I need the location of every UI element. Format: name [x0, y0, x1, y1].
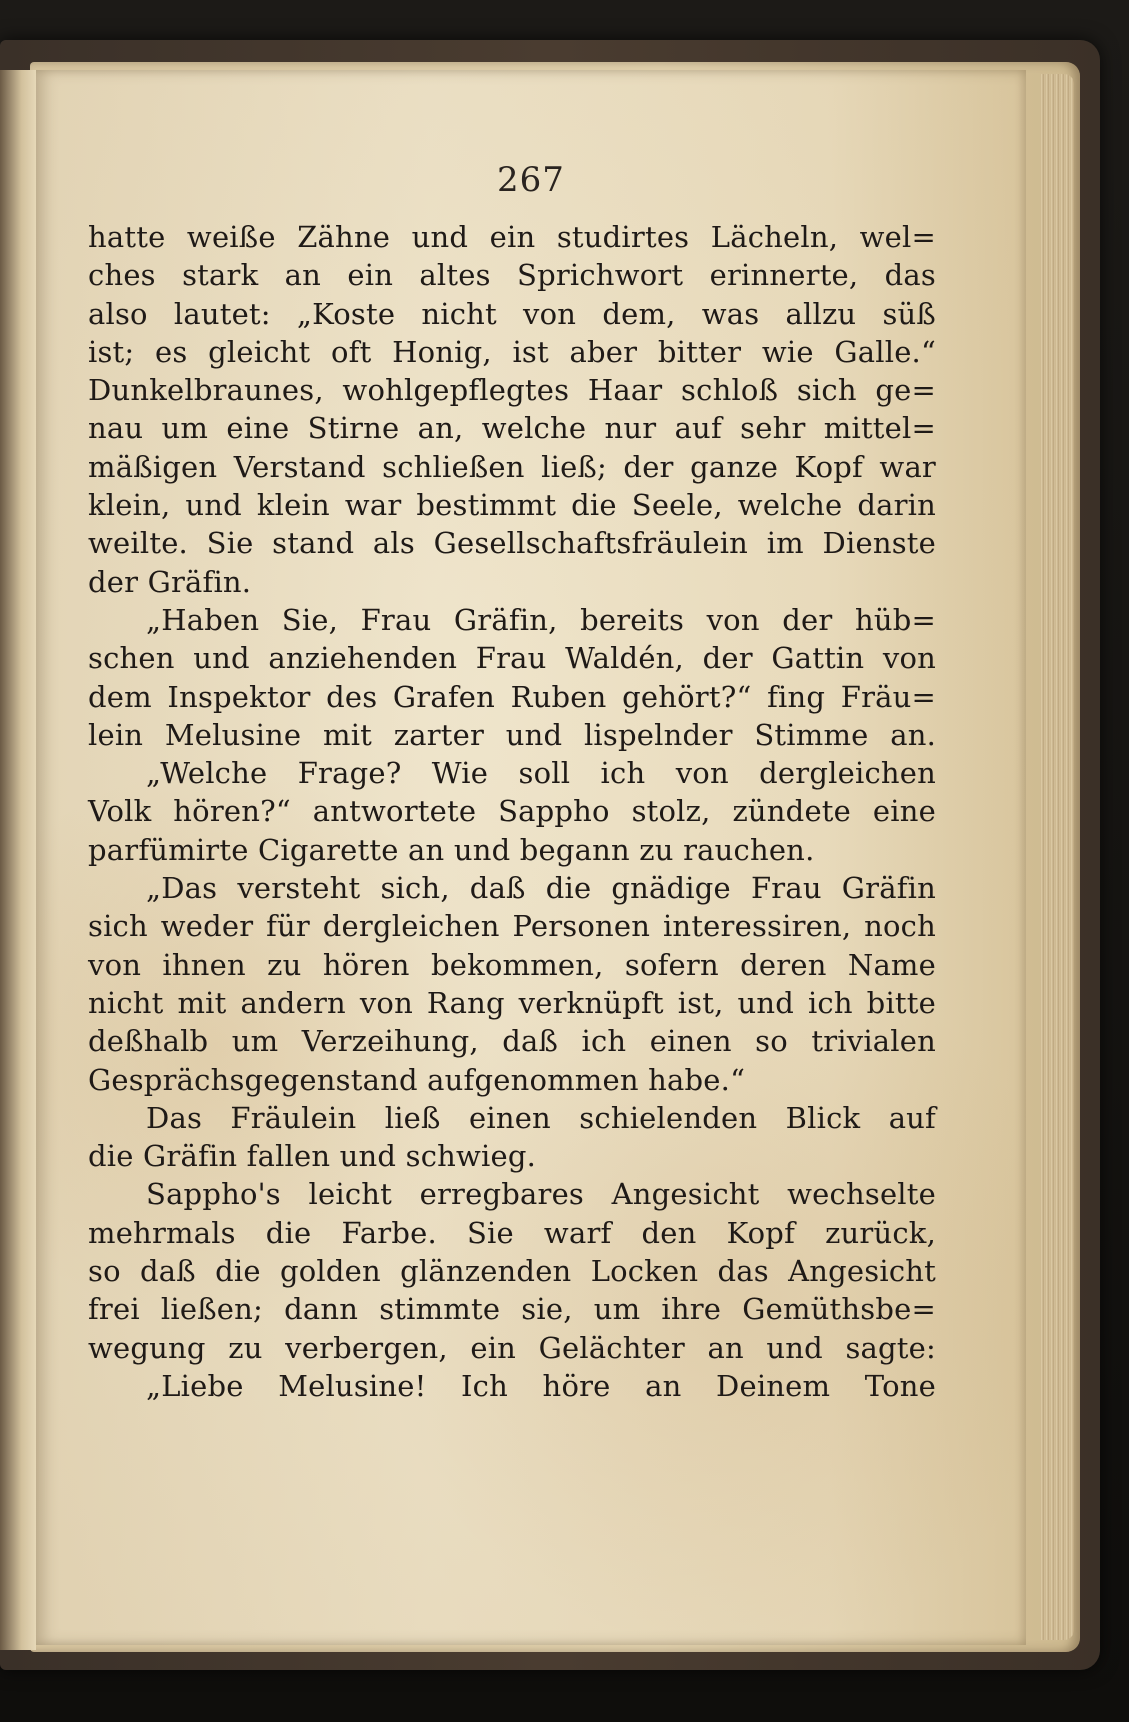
text-line: dem Inspektor des Grafen Ruben gehört?“ fing Fräu= — [88, 679, 936, 714]
text-line: „Haben Sie, Frau Gräfin, bereits von der hüb= — [146, 602, 936, 637]
text-line: parfümirte Cigarette an und begann zu rauchen. — [88, 832, 815, 867]
text-line: lein Melusine mit zarter und lispelnder Stimme an. — [88, 717, 936, 752]
text-line: ches stark an ein altes Sprichwort erinnerte, das — [88, 258, 936, 293]
text-line: nicht mit andern von Rang verknüpft ist, und ich bitte — [88, 985, 936, 1020]
text-line: Das Fräulein ließ einen schielenden Blick auf — [146, 1100, 936, 1135]
text-line: so daß die golden glänzenden Locken das Angesicht — [88, 1254, 936, 1289]
book-page — [36, 70, 1026, 1645]
text-line: klein, und klein war bestimmt die Seele, welche darin — [88, 488, 936, 523]
text-line: also lautet: „Koste nicht von dem, was allzu süß — [88, 296, 936, 331]
text-line: Volk hören?“ antwortete Sappho stolz, zündete eine — [88, 794, 936, 829]
text-line: „Das versteht sich, daß die gnädige Frau Gräfin — [146, 871, 936, 906]
text-line: „Welche Frage? Wie soll ich von dergleichen — [146, 756, 936, 791]
text-line: „Liebe Melusine! Ich höre an Deinem Tone — [146, 1368, 936, 1403]
text-line: hatte weiße Zähne und ein studirtes Lächeln, wel= — [88, 220, 936, 254]
text-line: deßhalb um Verzeihung, daß ich einen so trivialen — [88, 1024, 936, 1059]
text-line: der Gräfin. — [88, 564, 252, 599]
text-line: schen und anziehenden Frau Waldén, der Gattin von — [88, 641, 936, 676]
facing-page-edge — [0, 70, 36, 1650]
text-line: sich weder für dergleichen Personen interessiren, noch — [88, 909, 936, 944]
text-line: ist; es gleicht oft Honig, ist aber bitter wie Galle.“ — [88, 334, 936, 369]
text-line: Sappho's leicht erregbares Angesicht wechselte — [146, 1177, 936, 1212]
text-line: frei ließen; dann stimmte sie, um ihre Gemüthsbe= — [88, 1292, 936, 1327]
text-line: wegung zu verbergen, ein Gelächter an und sagte: — [88, 1330, 936, 1365]
page-text-block — [88, 218, 936, 1405]
text-line: mehrmals die Farbe. Sie warf den Kopf zurück, — [88, 1215, 936, 1250]
text-line: nau um eine Stirne an, welche nur auf sehr mittel= — [88, 411, 936, 446]
text-line: mäßigen Verstand schließen ließ; der ganze Kopf war — [88, 449, 936, 484]
page-number: 267 — [497, 160, 565, 200]
text-line: Dunkelbraunes, wohlgepflegtes Haar schloß sich ge= — [88, 373, 936, 408]
text-line: die Gräfin fallen und schwieg. — [88, 1139, 537, 1174]
text-line: Gesprächsgegenstand aufgenommen habe.“ — [88, 1062, 746, 1097]
text-line: von ihnen zu hören bekommen, sofern deren Name — [88, 947, 936, 982]
text-line: weilte. Sie stand als Gesellschaftsfräulein im Dienste — [88, 526, 936, 561]
